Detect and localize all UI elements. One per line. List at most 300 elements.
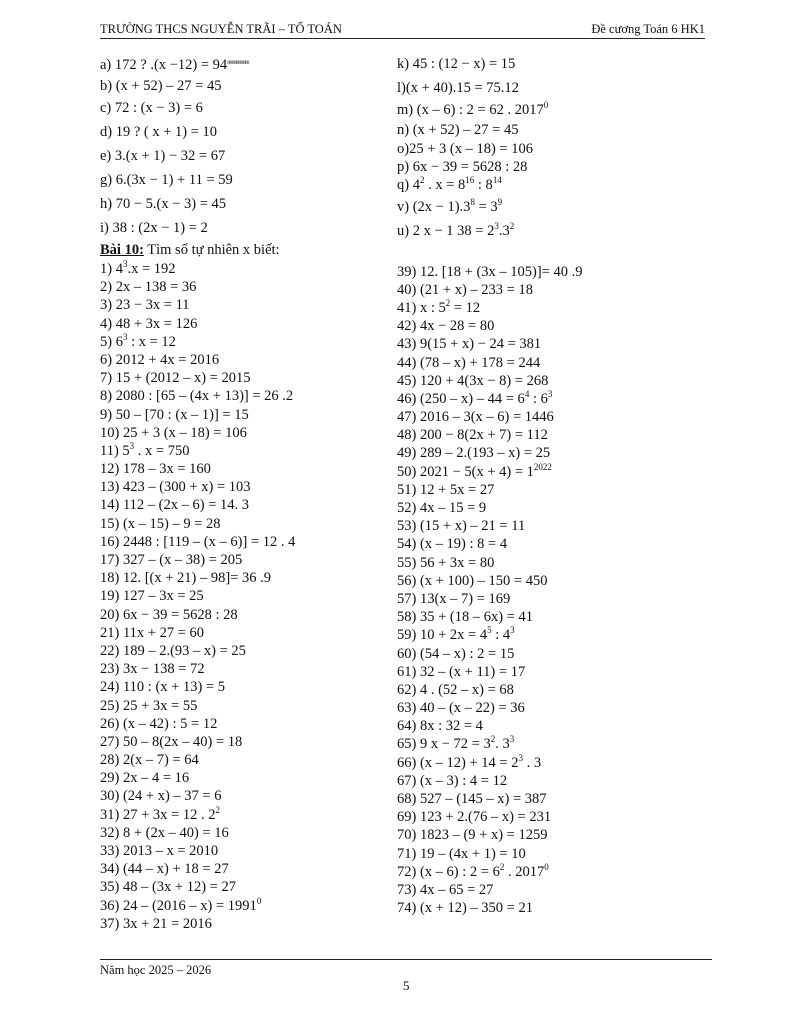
equation-text: 2448 : [119 – (x – 6)] = 12 . 4 [119,533,296,550]
equation-text: (x – 6) : 2 = 6 [416,863,500,880]
item-label: v) [397,198,410,215]
equation-text: 189 – 2.(93 – x) = 25 [119,642,246,659]
equation-text: 25 + 3x = 55 [119,697,198,714]
equation-item [397,444,707,462]
equation-text: (78 – x) + 178 = 244 [416,354,541,371]
equation-text: . x = 8 [424,177,466,194]
equation-item [397,717,707,735]
equation-item [100,897,390,915]
item-label: g) [100,172,113,188]
item-label: 22) [100,642,120,659]
item-label: 70) [397,827,417,844]
equation-text: .3 [498,222,510,239]
equation-item [100,144,390,168]
equation-item [397,158,707,176]
equation-text: (x + 52) – 27 = 45 [112,78,222,94]
item-label: 61) [397,663,417,680]
equation-text: 12. [(x + 21) – 98]= 36 .9 [119,570,272,587]
equation-text: 8 + (2x – 40) = 16 [119,824,229,841]
equation-item [100,587,390,605]
equation-item [100,606,390,624]
equation-text: 112 – (2x – 6) = 14. 3 [119,497,250,514]
equation-item [100,678,390,696]
equation-text: . 3 [522,754,542,771]
equation-item [100,96,390,120]
item-label: 47) [397,409,417,426]
equation-text: 1823 – (9 + x) = 1259 [416,827,548,844]
equation-item [397,317,707,335]
equation-text: 172 ? .(x −12) = 94 [111,57,228,73]
equation-item [100,824,390,842]
equation-item [100,515,390,533]
equation-item [397,608,707,626]
item-label: 54) [397,536,417,553]
equation-text: (250 – x) – 44 = 6 [416,390,525,407]
equation-text: 48 + 3x = 126 [112,315,198,332]
exponent: 8 [470,196,475,207]
equation-text: 50 – 8(2x – 40) = 18 [119,733,243,750]
item-label: 67) [397,772,417,789]
equation-text: 35 + (18 – 6x) = 41 [416,609,533,626]
equation-text: 4 . (52 – x) = 68 [416,681,514,698]
exponent: 2 [509,220,515,231]
equation-text: 5 [118,442,130,459]
equation-text: 3x + 21 = 2016 [119,915,212,932]
equation-item [397,681,707,699]
equation-text: 70 − 5.(x − 3) = 45 [112,196,227,212]
equation-text: 6 [112,333,123,350]
equation-text: 24 – (2016 – x) = 1991 [119,897,257,914]
equation-text: 25 + 3 (x – 18) = 106 [409,141,533,157]
equation-text: (x – 12) + 14 = 2 [416,754,519,771]
equation-text: 6x − 39 = 5628 : 28 [119,606,238,623]
equation-item [397,263,707,281]
item-label: 27) [100,733,120,750]
header-school: TRƯỜNG THCS NGUYỄN TRÃI – TỔ TOÁN [100,22,342,36]
equation-item [397,140,707,158]
equation-text: = 12 [450,299,481,316]
equation-item [397,299,707,317]
equation-item [397,219,707,243]
exponent: 2 [445,297,451,308]
equation-text: 19 ? ( x + 1) = 10 [112,124,218,140]
equation-item [100,660,390,678]
equation-item [397,899,707,917]
item-label: 28) [100,752,120,769]
equation-item [100,878,390,896]
section-spacer [397,243,707,263]
equation-item [397,408,707,426]
item-label: 4) [100,315,113,332]
item-label: 50) [397,463,417,480]
equation-item [100,424,390,442]
equation-text: 2016 – 3(x – 6) = 1446 [416,409,554,426]
equation-item [100,860,390,878]
equation-text: 12. [18 + (3x – 105)]= 40 .9 [416,263,583,280]
exponent: 9 [497,196,503,207]
equation-text: (x + 12) – 350 = 21 [416,900,533,917]
equation-text: . 3 [495,736,510,753]
item-label: 58) [397,609,417,626]
equation-item [100,769,390,787]
equation-item [100,642,390,660]
exponent: 3 [547,388,553,399]
equation-text: 25 + 3 (x – 18) = 106 [119,424,247,441]
equation-text: 423 – (300 + x) = 103 [119,479,251,496]
exponent: 3 [509,734,515,745]
equation-item [100,733,390,751]
equation-text: 6x − 39 = 5628 : 28 [409,159,528,176]
equation-text: : 6 [529,390,548,407]
equation-text: 4 [409,177,420,194]
equation-item [397,572,707,590]
item-label: o) [397,141,410,157]
equation-text: 32 – (x + 11) = 17 [416,663,526,680]
exponent: 3 [122,331,128,342]
item-label: 45) [397,372,417,389]
equation-item [397,100,707,120]
equation-item [397,176,707,194]
section-number: Bài 10: [100,242,144,258]
item-label: a) [100,57,112,73]
equation-item [100,715,390,733]
equation-text: 2021 − 5(x + 4) = 1 [416,463,534,480]
part-a-right-list [397,52,707,243]
item-label: 41) [397,299,417,316]
item-label: 59) [397,627,417,644]
equation-item [397,826,707,844]
equation-text: 127 – 3x = 25 [119,588,204,605]
item-label: 31) [100,806,120,823]
footer-divider [100,959,712,960]
equation-text: (x – 15) – 9 = 28 [119,515,221,532]
equation-text: 23 − 3x = 11 [112,297,190,314]
item-label: p) [397,159,410,176]
equation-item [397,754,707,772]
equation-item [100,120,390,144]
equation-text: 2 x − 1 38 = 2 [409,222,495,239]
item-label: 14) [100,497,120,514]
item-label: 36) [100,897,120,914]
equation-text: 15 + (2012 – x) = 2015 [112,370,251,387]
equation-item [100,551,390,569]
item-label: 49) [397,445,417,462]
equation-text: 4x – 65 = 27 [416,881,494,898]
item-label: 25) [100,697,120,714]
exponent: 2 [215,804,220,815]
equation-text: : x = 12 [127,333,176,350]
equation-item [397,881,707,899]
item-label: 43) [397,336,417,353]
item-label: 1) [100,261,113,277]
equation-item [397,76,707,100]
equation-item [100,296,390,314]
item-label: 39) [397,263,417,280]
equation-item [100,315,390,333]
item-label: 66) [397,754,417,771]
item-label: 2) [100,279,113,296]
equation-text: = 3 [474,198,498,215]
item-label: 69) [397,809,417,826]
equation-item [100,460,390,478]
item-label: c) [100,100,112,116]
equation-text: 10 + 2x = 4 [416,627,488,644]
equation-text: 11x + 27 = 60 [119,624,205,641]
equation-text: 200 − 8(2x + 7) = 112 [416,427,548,444]
equation-item [100,533,390,551]
item-label: 24) [100,679,120,696]
item-label: 29) [100,770,120,787]
exponent: 14 [492,175,502,186]
page-header [100,20,705,39]
equation-text: 27 + 3x = 12 . 2 [119,806,216,823]
header-doc-title: Đề cương Toán 6 HK1 [591,22,705,36]
item-label: 30) [100,788,120,805]
item-label: 23) [100,661,120,678]
item-label: 37) [100,915,120,932]
equation-text: 2012 + 4x = 2016 [112,351,220,368]
equation-text: 8x : 32 = 4 [416,718,483,735]
equation-text: 9 x − 72 = 3 [416,736,491,753]
equation-text: 9(15 + x) − 24 = 381 [416,336,542,353]
left-column [100,52,390,933]
equation-text: 2080 : [65 – (4x + 13)] = 26 .2 [112,388,294,405]
equation-text: (x – 42) : 5 = 12 [119,715,218,732]
equation-text: 2013 – x = 2010 [119,843,219,859]
equation-item [100,351,390,369]
item-label: h) [100,196,113,212]
exercise-list-right [397,263,707,918]
item-label: 72) [397,863,417,880]
equation-item [100,842,390,860]
item-label: 53) [397,518,417,535]
equation-text: 2(x – 7) = 64 [119,752,199,769]
item-label: 17) [100,552,120,568]
equation-text: : 4 [491,627,511,644]
item-label: 63) [397,700,417,717]
exercise-list-left [100,260,390,933]
item-label: 40) [397,281,417,298]
equation-text: x : 5 [416,299,446,316]
exponent: 3 [510,625,515,636]
item-label: 19) [100,588,120,605]
exponent: 0 [256,895,262,906]
exponent: 3 [518,752,523,763]
item-label: 9) [100,406,113,423]
equation-item [397,790,707,808]
equation-item [397,481,707,499]
equation-text: 289 – 2.(193 – x) = 25 [416,445,551,462]
item-label: 15) [100,515,120,532]
equation-text: 3x − 138 = 72 [119,661,205,678]
item-label: 62) [397,681,417,698]
item-label: 33) [100,843,120,859]
equation-text: 40 – (x – 22) = 36 [416,700,525,717]
equation-text: 72 : (x − 3) = 6 [111,100,203,116]
equation-text: 13(x – 7) = 169 [416,590,511,607]
item-label: 46) [397,390,417,407]
page-number: 5 [403,978,410,993]
item-label: 16) [100,533,120,550]
equation-item [100,192,390,216]
right-column [397,52,707,917]
exponent: 2 [419,175,425,186]
item-label: 8) [100,388,113,405]
item-label: 3) [100,297,113,314]
equation-item [397,663,707,681]
equation-item [397,120,707,140]
equation-text: (24 + x) – 37 = 6 [119,788,222,805]
equation-text: 327 – (x – 38) = 205 [119,552,243,568]
equation-text: (21 + x) – 233 = 18 [416,281,533,298]
equation-text: 50 – [70 : (x – 1)] = 15 [112,406,249,423]
equation-item [397,808,707,826]
exponent: 2 [499,861,505,872]
equation-text: (44 – x) + 18 = 27 [119,861,229,878]
item-label: m) [397,102,414,118]
equation-item [100,260,390,278]
equation-text: 2x – 138 = 36 [112,279,197,296]
part-a-left-list [100,52,390,240]
equation-item [397,463,707,481]
equation-text: 45 : (12 − x) = 15 [409,56,516,72]
item-label: d) [100,124,113,140]
footer-school-year: Năm học 2025 – 2026 [100,963,212,977]
equation-item [100,569,390,587]
exponent: 2 [490,734,496,745]
equation-item [397,372,707,390]
equation-text: (x – 19) : 8 = 4 [416,536,508,553]
equation-item [397,517,707,535]
equation-item [100,787,390,805]
item-label: 35) [100,879,120,896]
section-instruction: Tìm số tự nhiên x biết: [143,242,280,258]
item-label: 44) [397,354,417,371]
item-label: 56) [397,572,417,589]
equation-item [397,699,707,717]
item-label: 34) [100,861,120,878]
exponent: 5 [487,625,492,636]
equation-text: (x – 6) : 2 = 62 . 2017 [413,102,544,118]
equation-text: 6.(3x − 1) + 11 = 59 [112,172,233,188]
item-label: 11) [100,442,119,459]
item-label: 64) [397,718,417,735]
equation-item [397,554,707,572]
item-label: l) [397,80,406,96]
item-label: 48) [397,427,417,444]
item-label: e) [100,148,112,164]
item-label: 26) [100,715,120,732]
equation-text: 4x – 15 = 9 [416,500,487,516]
item-label: 7) [100,370,113,387]
equation-item [397,426,707,444]
equation-item [100,387,390,405]
exponent: 4 [524,388,530,399]
equation-text: (54 – x) : 2 = 15 [416,645,515,662]
equation-text: 123 + 2.(76 – x) = 231 [416,809,552,826]
equation-text: 48 – (3x + 12) = 27 [119,879,236,896]
equation-item [100,216,390,240]
item-label: 60) [397,645,417,662]
item-label: 18) [100,570,120,587]
equation-text: 19 – (4x + 1) = 10 [416,845,526,862]
item-label: 5) [100,333,113,350]
equation-text: 527 – (145 – x) = 387 [416,791,547,807]
equation-item [397,281,707,299]
equation-text: 3.(x + 1) − 32 = 67 [111,148,226,164]
item-label: 52) [397,500,417,516]
equation-item [100,496,390,514]
equation-text: 38 : (2x − 1) = 2 [108,220,208,236]
equation-text: 178 – 3x = 160 [119,461,211,478]
equation-item [100,76,390,96]
equation-item [100,806,390,824]
exponent: 0 [543,100,549,110]
equation-item [100,751,390,769]
equation-text: (x – 3) : 4 = 12 [416,772,508,789]
equation-text: 2x – 4 = 16 [119,770,190,787]
exponent: 16 [465,175,475,186]
equation-text: 12 + 5x = 27 [416,481,495,498]
equation-item [100,624,390,642]
equation-item [397,772,707,790]
exponent: 3 [494,220,499,231]
item-label: 6) [100,351,113,368]
item-label: 42) [397,318,417,335]
item-label: 68) [397,791,417,807]
item-label: 51) [397,481,417,498]
equation-item [100,168,390,192]
equation-item [397,195,707,219]
equation-text: 4x − 28 = 80 [416,318,495,335]
item-label: b) [100,78,113,94]
item-label: 73) [397,881,417,898]
section-heading [100,240,390,260]
item-label: 65) [397,736,417,753]
equation-item [397,626,707,644]
equation-text: 120 + 4(3x − 8) = 268 [416,372,549,389]
equation-text: . x = 750 [134,442,190,459]
equation-item [100,369,390,387]
item-label: 71) [397,845,417,862]
exponent: 0 [544,861,549,872]
equation-item [397,354,707,372]
equation-item [397,390,707,408]
equation-text: (x + 100) – 150 = 450 [416,572,548,589]
item-label: 12) [100,461,120,478]
equation-text: (x + 40).15 = 75.12 [405,80,519,96]
equation-item [397,590,707,608]
equation-text: 56 + 3x = 80 [416,554,495,571]
equation-item [397,535,707,553]
item-label: 55) [397,554,417,571]
equation-item [397,499,707,517]
equation-item [100,278,390,296]
equation-item [100,442,390,460]
item-label: i) [100,220,109,236]
item-label: 20) [100,606,120,623]
equation-item [100,478,390,496]
item-label: u) [397,222,410,239]
equation-text: (15 + x) – 21 = 11 [416,518,526,535]
item-label: k) [397,56,410,72]
equation-text: 4 [112,261,123,277]
equation-text: (x + 52) – 27 = 45 [409,122,519,138]
item-label: 13) [100,479,120,496]
item-label: 32) [100,824,120,841]
item-label: 57) [397,590,417,607]
equation-text: .x = 192 [127,261,176,277]
